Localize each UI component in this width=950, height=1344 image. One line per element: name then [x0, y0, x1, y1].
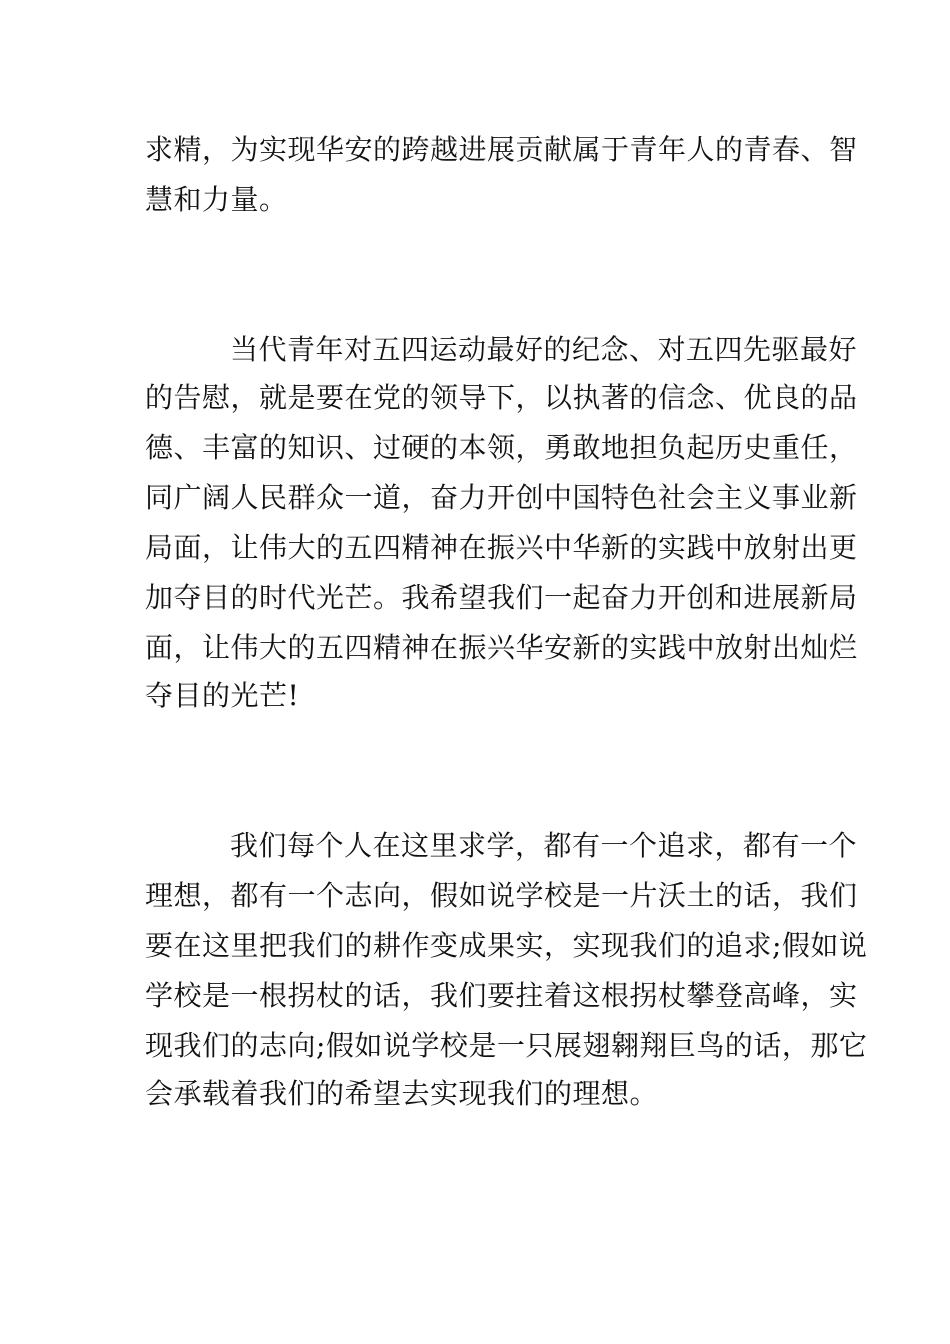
- paragraph-line: 会承载着我们的希望去实现我们的理想。: [145, 1077, 659, 1110]
- paragraph-line: 求精，为实现华安的跨越进展贡献属于青年人的青春、智: [145, 133, 858, 166]
- paragraph-line: 夺目的光芒!: [145, 679, 300, 712]
- paragraph-line: 的告慰，就是要在党的领导下，以执著的信念、优良的品: [145, 381, 858, 414]
- paragraph-line: 我们每个人在这里求学，都有一个追求，都有一个: [230, 829, 858, 862]
- paragraph-line: 局面，让伟大的五四精神在振兴中华新的实践中放射出更: [145, 531, 858, 564]
- paragraph-line: 德、丰富的知识、过硬的本领，勇敢地担负起历史重任，: [145, 431, 858, 464]
- paragraph-line: 现我们的志向;假如说学校是一只展翅翱翔巨鸟的话，那它: [145, 1029, 868, 1062]
- paragraph-line: 学校是一根拐杖的话，我们要拄着这根拐杖攀登高峰，实: [145, 979, 858, 1012]
- paragraph-line: 要在这里把我们的耕作变成果实，实现我们的追求;假如说: [145, 929, 868, 962]
- paragraph-line: 理想，都有一个志向，假如说学校是一片沃土的话，我们: [145, 879, 858, 912]
- paragraph-line: 加夺目的时代光芒。我希望我们一起奋力开创和进展新局: [145, 581, 858, 614]
- paragraph-line: 面，让伟大的五四精神在振兴华安新的实践中放射出灿烂: [145, 631, 858, 664]
- paragraph-line: 同广阔人民群众一道，奋力开创中国特色社会主义事业新: [145, 481, 858, 514]
- paragraph-line: 慧和力量。: [145, 183, 288, 216]
- paragraph-line: 当代青年对五四运动最好的纪念、对五四先驱最好: [230, 333, 858, 366]
